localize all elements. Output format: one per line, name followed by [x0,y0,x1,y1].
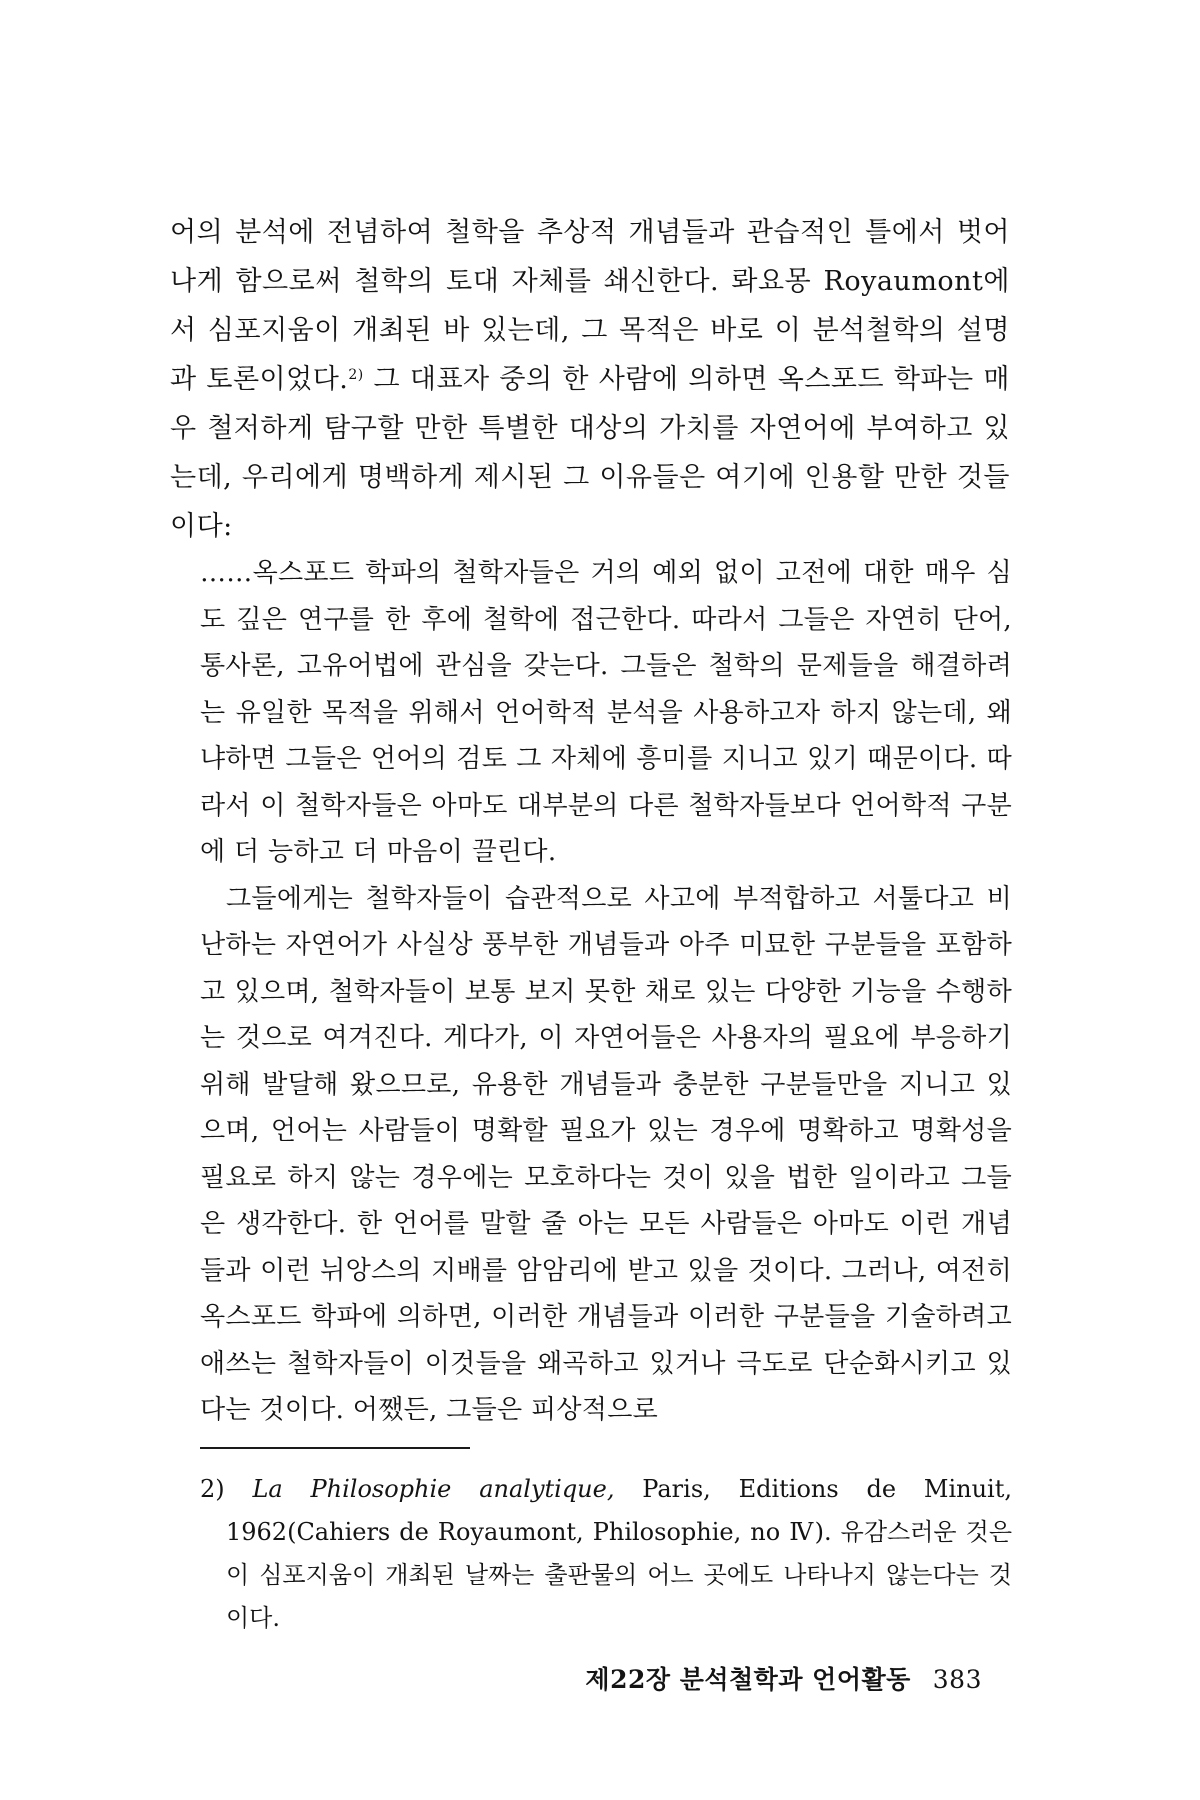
chapter-title: 제22장 분석철학과 언어활동 [585,1665,911,1694]
footnote [200,1468,1012,1640]
quote-paragraph-1: ……옥스포드 학파의 철학자들은 거의 예외 없이 고전에 대한 매우 심도 깊은 연구를 한 후에 철학에 접근한다. 따라서 그들은 자연히 단어, 통사론, 고유어법에 관심을 갖는다. 그들은 철학의 문제들을 해결하려는 유일한 목적을 위해서 언어학적 분석을 사용하고자 하지 않는데, 왜냐하면 그들은 언어의 검토 그 자체에 흥미를 지니고 있기 때문이다. 따라서 이 철학자들은 아마도 대부분의 다른 철학자들보다 언어학적 구분에 더 능하고 더 마음이 끌린다. [200,558,1012,867]
footnote-reference[interactable]: 2) [348,367,364,383]
footnote-separator [200,1447,470,1449]
block-quotation [200,550,1012,1434]
footnote-title: La Philosophie analytique, [252,1475,615,1503]
footnote-note: 유감스러운 것은 이 심포지움이 개최된 날짜는 출판물의 어느 곳에도 나타나지 않는다는 것이다. [226,1518,1013,1632]
quote-paragraph-2: 그들에게는 철학자들이 습관적으로 사고에 부적합하고 서툴다고 비난하는 자연어가 사실상 풍부한 개념들과 아주 미묘한 구분들을 포함하고 있으며, 철학자들이 보통 보지 못한 채로 있는 다양한 기능을 수행하는 것으로 여겨진다. 게다가, 이 자연어들은 사용자의 필요에 부응하기 위해 발달해 왔으므로, 유용한 개념들과 충분한 구분들만을 지니고 있으며, 언어는 사람들이 명확할 필요가 있는 경우에 명확하고 명확성을 필요로 하지 않는 경우에는 모호하다는 것이 있을 법한 일이라고 그들은 생각한다. 한 언어를 말할 줄 아는 모든 사람들은 아마도 이런 개념들과 이런 뉘앙스의 지배를 암암리에 받고 있을 것이다. 그러나, 여전히 옥스포드 학파에 의하면, 이러한 개념들과 이러한 구분들을 기술하려고 애쓰는 철학자들이 이것들을 왜곡하고 있거나 극도로 단순화시키고 있다는 것이다. 어쨌든, 그들은 피상적으로 [200,883,1012,1425]
body-text: 어의 분석에 전념하여 철학을 추상적 개념들과 관습적인 틀에서 벗어나게 함으로써 철학의 토대 자체를 쇄신한다. 롸요몽 Royaumont에서 심포지움이 개최된 바 있는데, 그 목적은 바로 이 분석철학의 설명과 토론이었다. [170,217,1010,395]
running-footer [585,1660,982,1696]
body-paragraph [170,208,1010,551]
footnote-number: 2) [200,1475,225,1503]
body-text-continued: 그 대표자 중의 한 사람에 의하면 옥스포드 학파는 매우 철저하게 탐구할 만한 특별한 대상의 가치를 자연어에 부여하고 있는데, 우리에게 명백하게 제시된 그 이유들은 여기에 인용할 만한 것들이다: [170,364,1010,542]
footnote-source: Paris, Editions de Minuit, 1962(Cahiers de Royaumont, Philosophie, no Ⅳ). [226,1475,1012,1546]
page-number: 383 [932,1665,982,1694]
